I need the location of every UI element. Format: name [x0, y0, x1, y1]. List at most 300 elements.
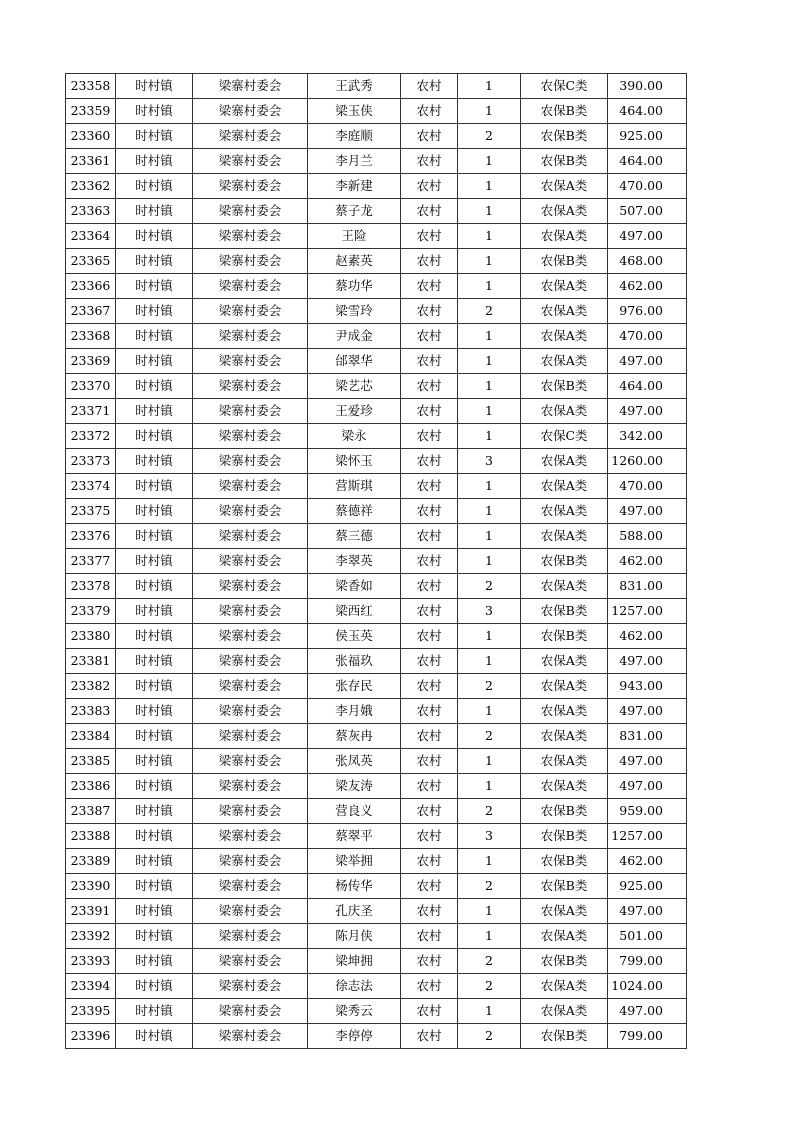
cell-amount: 390.00 — [608, 74, 687, 99]
table-row — [66, 224, 687, 249]
cell-village: 梁寨村委会 — [193, 574, 308, 599]
table-row — [66, 749, 687, 774]
cell-town: 时村镇 — [116, 699, 193, 724]
cell-id: 23359 — [66, 99, 116, 124]
cell-count: 2 — [458, 949, 521, 974]
cell-village: 梁寨村委会 — [193, 499, 308, 524]
table-row — [66, 774, 687, 799]
cell-town: 时村镇 — [116, 74, 193, 99]
cell-town: 时村镇 — [116, 849, 193, 874]
cell-area-type: 农村 — [401, 249, 458, 274]
cell-town: 时村镇 — [116, 824, 193, 849]
cell-name: 梁西红 — [308, 599, 401, 624]
cell-name: 王爱珍 — [308, 399, 401, 424]
cell-amount: 464.00 — [608, 149, 687, 174]
cell-amount: 943.00 — [608, 674, 687, 699]
cell-count: 1 — [458, 899, 521, 924]
cell-id: 23393 — [66, 949, 116, 974]
cell-area-type: 农村 — [401, 924, 458, 949]
cell-village: 梁寨村委会 — [193, 724, 308, 749]
cell-amount: 497.00 — [608, 899, 687, 924]
cell-area-type: 农村 — [401, 199, 458, 224]
cell-category: 农保A类 — [521, 399, 608, 424]
cell-village: 梁寨村委会 — [193, 424, 308, 449]
cell-count: 1 — [458, 99, 521, 124]
table-row — [66, 449, 687, 474]
cell-category: 农保A类 — [521, 274, 608, 299]
cell-id: 23394 — [66, 974, 116, 999]
cell-town: 时村镇 — [116, 424, 193, 449]
cell-town: 时村镇 — [116, 299, 193, 324]
cell-id: 23374 — [66, 474, 116, 499]
cell-count: 1 — [458, 499, 521, 524]
cell-id: 23358 — [66, 74, 116, 99]
cell-amount: 497.00 — [608, 649, 687, 674]
cell-area-type: 农村 — [401, 149, 458, 174]
cell-name: 邰翠华 — [308, 349, 401, 374]
cell-count: 1 — [458, 774, 521, 799]
cell-category: 农保A类 — [521, 999, 608, 1024]
cell-count: 1 — [458, 749, 521, 774]
cell-village: 梁寨村委会 — [193, 399, 308, 424]
cell-area-type: 农村 — [401, 524, 458, 549]
cell-count: 3 — [458, 599, 521, 624]
cell-name: 李月兰 — [308, 149, 401, 174]
table-row — [66, 549, 687, 574]
cell-category: 农保B类 — [521, 124, 608, 149]
cell-name: 梁怀玉 — [308, 449, 401, 474]
cell-name: 蔡德祥 — [308, 499, 401, 524]
cell-count: 3 — [458, 449, 521, 474]
cell-count: 1 — [458, 424, 521, 449]
table-row — [66, 824, 687, 849]
cell-amount: 976.00 — [608, 299, 687, 324]
cell-name: 李翠英 — [308, 549, 401, 574]
cell-village: 梁寨村委会 — [193, 549, 308, 574]
cell-town: 时村镇 — [116, 749, 193, 774]
cell-area-type: 农村 — [401, 749, 458, 774]
cell-village: 梁寨村委会 — [193, 599, 308, 624]
cell-name: 梁友涛 — [308, 774, 401, 799]
cell-name: 蔡灰冉 — [308, 724, 401, 749]
cell-amount: 497.00 — [608, 699, 687, 724]
cell-town: 时村镇 — [116, 249, 193, 274]
cell-name: 李新建 — [308, 174, 401, 199]
cell-count: 1 — [458, 224, 521, 249]
cell-category: 农保A类 — [521, 899, 608, 924]
cell-count: 1 — [458, 199, 521, 224]
cell-town: 时村镇 — [116, 924, 193, 949]
cell-id: 23366 — [66, 274, 116, 299]
cell-name: 营良义 — [308, 799, 401, 824]
cell-id: 23387 — [66, 799, 116, 824]
cell-id: 23384 — [66, 724, 116, 749]
cell-amount: 1260.00 — [608, 449, 687, 474]
cell-town: 时村镇 — [116, 399, 193, 424]
cell-area-type: 农村 — [401, 799, 458, 824]
cell-town: 时村镇 — [116, 474, 193, 499]
cell-category: 农保A类 — [521, 474, 608, 499]
cell-amount: 470.00 — [608, 474, 687, 499]
table-row — [66, 324, 687, 349]
cell-amount: 831.00 — [608, 574, 687, 599]
table-row — [66, 974, 687, 999]
cell-name: 蔡子龙 — [308, 199, 401, 224]
cell-category: 农保A类 — [521, 724, 608, 749]
cell-area-type: 农村 — [401, 674, 458, 699]
cell-amount: 831.00 — [608, 724, 687, 749]
cell-amount: 497.00 — [608, 224, 687, 249]
cell-amount: 1257.00 — [608, 599, 687, 624]
cell-town: 时村镇 — [116, 999, 193, 1024]
cell-name: 营斯琪 — [308, 474, 401, 499]
cell-amount: 462.00 — [608, 274, 687, 299]
cell-category: 农保A类 — [521, 199, 608, 224]
cell-amount: 497.00 — [608, 749, 687, 774]
cell-town: 时村镇 — [116, 899, 193, 924]
cell-id: 23367 — [66, 299, 116, 324]
cell-area-type: 农村 — [401, 624, 458, 649]
cell-category: 农保A类 — [521, 499, 608, 524]
cell-category: 农保B类 — [521, 149, 608, 174]
cell-village: 梁寨村委会 — [193, 124, 308, 149]
cell-amount: 497.00 — [608, 349, 687, 374]
cell-area-type: 农村 — [401, 74, 458, 99]
table-row — [66, 699, 687, 724]
cell-area-type: 农村 — [401, 99, 458, 124]
cell-name: 蔡三德 — [308, 524, 401, 549]
cell-village: 梁寨村委会 — [193, 74, 308, 99]
cell-town: 时村镇 — [116, 124, 193, 149]
cell-count: 1 — [458, 74, 521, 99]
cell-category: 农保B类 — [521, 874, 608, 899]
cell-village: 梁寨村委会 — [193, 899, 308, 924]
cell-id: 23390 — [66, 874, 116, 899]
cell-area-type: 农村 — [401, 474, 458, 499]
cell-id: 23383 — [66, 699, 116, 724]
cell-category: 农保A类 — [521, 674, 608, 699]
cell-village: 梁寨村委会 — [193, 799, 308, 824]
cell-amount: 501.00 — [608, 924, 687, 949]
cell-count: 1 — [458, 324, 521, 349]
cell-id: 23378 — [66, 574, 116, 599]
cell-id: 23365 — [66, 249, 116, 274]
table-row — [66, 99, 687, 124]
cell-count: 2 — [458, 299, 521, 324]
cell-count: 2 — [458, 1024, 521, 1049]
cell-town: 时村镇 — [116, 874, 193, 899]
cell-town: 时村镇 — [116, 374, 193, 399]
cell-area-type: 农村 — [401, 874, 458, 899]
cell-count: 1 — [458, 274, 521, 299]
cell-town: 时村镇 — [116, 199, 193, 224]
cell-town: 时村镇 — [116, 649, 193, 674]
table-row — [66, 274, 687, 299]
cell-category: 农保A类 — [521, 299, 608, 324]
cell-count: 1 — [458, 174, 521, 199]
cell-area-type: 农村 — [401, 699, 458, 724]
cell-village: 梁寨村委会 — [193, 274, 308, 299]
cell-amount: 497.00 — [608, 774, 687, 799]
cell-name: 梁雪玲 — [308, 299, 401, 324]
cell-town: 时村镇 — [116, 949, 193, 974]
cell-area-type: 农村 — [401, 824, 458, 849]
cell-id: 23368 — [66, 324, 116, 349]
cell-village: 梁寨村委会 — [193, 174, 308, 199]
cell-town: 时村镇 — [116, 149, 193, 174]
cell-village: 梁寨村委会 — [193, 249, 308, 274]
cell-area-type: 农村 — [401, 974, 458, 999]
cell-town: 时村镇 — [116, 724, 193, 749]
cell-town: 时村镇 — [116, 974, 193, 999]
cell-category: 农保B类 — [521, 799, 608, 824]
cell-area-type: 农村 — [401, 324, 458, 349]
cell-town: 时村镇 — [116, 499, 193, 524]
cell-count: 2 — [458, 974, 521, 999]
cell-village: 梁寨村委会 — [193, 524, 308, 549]
cell-id: 23392 — [66, 924, 116, 949]
cell-village: 梁寨村委会 — [193, 849, 308, 874]
cell-count: 1 — [458, 549, 521, 574]
cell-village: 梁寨村委会 — [193, 949, 308, 974]
cell-count: 1 — [458, 849, 521, 874]
cell-id: 23391 — [66, 899, 116, 924]
cell-town: 时村镇 — [116, 549, 193, 574]
cell-count: 1 — [458, 374, 521, 399]
table-row — [66, 649, 687, 674]
cell-count: 1 — [458, 924, 521, 949]
cell-village: 梁寨村委会 — [193, 749, 308, 774]
cell-name: 徐志法 — [308, 974, 401, 999]
cell-village: 梁寨村委会 — [193, 224, 308, 249]
cell-village: 梁寨村委会 — [193, 624, 308, 649]
cell-area-type: 农村 — [401, 999, 458, 1024]
cell-category: 农保A类 — [521, 974, 608, 999]
cell-village: 梁寨村委会 — [193, 449, 308, 474]
cell-name: 张凤英 — [308, 749, 401, 774]
cell-village: 梁寨村委会 — [193, 99, 308, 124]
cell-id: 23396 — [66, 1024, 116, 1049]
cell-count: 1 — [458, 524, 521, 549]
table-row — [66, 524, 687, 549]
cell-name: 梁香如 — [308, 574, 401, 599]
cell-village: 梁寨村委会 — [193, 999, 308, 1024]
cell-name: 尹成金 — [308, 324, 401, 349]
cell-name: 侯玉英 — [308, 624, 401, 649]
cell-amount: 959.00 — [608, 799, 687, 824]
cell-amount: 462.00 — [608, 549, 687, 574]
table-row — [66, 499, 687, 524]
cell-name: 陈月侠 — [308, 924, 401, 949]
table-row — [66, 624, 687, 649]
cell-name: 梁永 — [308, 424, 401, 449]
table-row — [66, 199, 687, 224]
cell-town: 时村镇 — [116, 774, 193, 799]
cell-name: 李月娥 — [308, 699, 401, 724]
cell-amount: 588.00 — [608, 524, 687, 549]
cell-village: 梁寨村委会 — [193, 374, 308, 399]
cell-area-type: 农村 — [401, 949, 458, 974]
cell-town: 时村镇 — [116, 599, 193, 624]
cell-count: 1 — [458, 399, 521, 424]
cell-category: 农保B类 — [521, 99, 608, 124]
cell-count: 1 — [458, 349, 521, 374]
cell-category: 农保A类 — [521, 174, 608, 199]
cell-count: 2 — [458, 124, 521, 149]
cell-id: 23363 — [66, 199, 116, 224]
table-row — [66, 799, 687, 824]
table-row — [66, 424, 687, 449]
cell-id: 23361 — [66, 149, 116, 174]
cell-area-type: 农村 — [401, 174, 458, 199]
cell-count: 2 — [458, 574, 521, 599]
table-row — [66, 399, 687, 424]
cell-village: 梁寨村委会 — [193, 299, 308, 324]
cell-name: 梁玉侠 — [308, 99, 401, 124]
cell-village: 梁寨村委会 — [193, 974, 308, 999]
cell-town: 时村镇 — [116, 624, 193, 649]
cell-id: 23380 — [66, 624, 116, 649]
cell-category: 农保B类 — [521, 599, 608, 624]
table-row — [66, 999, 687, 1024]
cell-area-type: 农村 — [401, 599, 458, 624]
table-row — [66, 74, 687, 99]
cell-amount: 470.00 — [608, 174, 687, 199]
cell-id: 23375 — [66, 499, 116, 524]
cell-village: 梁寨村委会 — [193, 874, 308, 899]
cell-category: 农保B类 — [521, 249, 608, 274]
cell-town: 时村镇 — [116, 449, 193, 474]
cell-town: 时村镇 — [116, 99, 193, 124]
cell-id: 23377 — [66, 549, 116, 574]
cell-category: 农保C类 — [521, 74, 608, 99]
cell-amount: 342.00 — [608, 424, 687, 449]
table-row — [66, 724, 687, 749]
cell-category: 农保A类 — [521, 349, 608, 374]
cell-village: 梁寨村委会 — [193, 324, 308, 349]
cell-category: 农保B类 — [521, 549, 608, 574]
cell-name: 赵素英 — [308, 249, 401, 274]
cell-id: 23386 — [66, 774, 116, 799]
cell-area-type: 农村 — [401, 724, 458, 749]
cell-id: 23362 — [66, 174, 116, 199]
cell-amount: 1024.00 — [608, 974, 687, 999]
cell-area-type: 农村 — [401, 649, 458, 674]
cell-town: 时村镇 — [116, 174, 193, 199]
cell-id: 23376 — [66, 524, 116, 549]
cell-name: 梁坤拥 — [308, 949, 401, 974]
cell-town: 时村镇 — [116, 674, 193, 699]
cell-amount: 925.00 — [608, 874, 687, 899]
cell-village: 梁寨村委会 — [193, 199, 308, 224]
cell-category: 农保A类 — [521, 574, 608, 599]
cell-id: 23389 — [66, 849, 116, 874]
cell-amount: 799.00 — [608, 949, 687, 974]
table-row — [66, 949, 687, 974]
table-row — [66, 924, 687, 949]
cell-town: 时村镇 — [116, 524, 193, 549]
cell-id: 23382 — [66, 674, 116, 699]
cell-name: 张存民 — [308, 674, 401, 699]
cell-count: 3 — [458, 824, 521, 849]
cell-amount: 462.00 — [608, 624, 687, 649]
cell-amount: 464.00 — [608, 99, 687, 124]
cell-category: 农保A类 — [521, 224, 608, 249]
table-row — [66, 1024, 687, 1049]
cell-category: 农保B类 — [521, 949, 608, 974]
cell-id: 23381 — [66, 649, 116, 674]
cell-area-type: 农村 — [401, 849, 458, 874]
pension-records-table — [65, 73, 687, 1049]
cell-village: 梁寨村委会 — [193, 774, 308, 799]
cell-amount: 497.00 — [608, 399, 687, 424]
table-row — [66, 349, 687, 374]
cell-area-type: 农村 — [401, 1024, 458, 1049]
cell-village: 梁寨村委会 — [193, 824, 308, 849]
cell-count: 1 — [458, 149, 521, 174]
table-row — [66, 874, 687, 899]
cell-name: 蔡翠平 — [308, 824, 401, 849]
cell-name: 张福玖 — [308, 649, 401, 674]
cell-count: 2 — [458, 674, 521, 699]
cell-village: 梁寨村委会 — [193, 149, 308, 174]
cell-village: 梁寨村委会 — [193, 649, 308, 674]
cell-amount: 925.00 — [608, 124, 687, 149]
cell-category: 农保A类 — [521, 324, 608, 349]
cell-town: 时村镇 — [116, 324, 193, 349]
table-row — [66, 599, 687, 624]
cell-area-type: 农村 — [401, 449, 458, 474]
cell-category: 农保A类 — [521, 449, 608, 474]
cell-name: 杨传华 — [308, 874, 401, 899]
cell-id: 23369 — [66, 349, 116, 374]
cell-id: 23372 — [66, 424, 116, 449]
cell-area-type: 农村 — [401, 424, 458, 449]
cell-id: 23371 — [66, 399, 116, 424]
cell-area-type: 农村 — [401, 299, 458, 324]
cell-count: 1 — [458, 999, 521, 1024]
cell-area-type: 农村 — [401, 349, 458, 374]
cell-id: 23388 — [66, 824, 116, 849]
table-row — [66, 149, 687, 174]
cell-category: 农保A类 — [521, 774, 608, 799]
cell-area-type: 农村 — [401, 899, 458, 924]
cell-category: 农保A类 — [521, 524, 608, 549]
cell-amount: 507.00 — [608, 199, 687, 224]
cell-name: 王险 — [308, 224, 401, 249]
table-body — [66, 74, 687, 1049]
cell-area-type: 农村 — [401, 549, 458, 574]
cell-category: 农保C类 — [521, 424, 608, 449]
cell-category: 农保A类 — [521, 649, 608, 674]
cell-area-type: 农村 — [401, 224, 458, 249]
cell-count: 1 — [458, 699, 521, 724]
cell-area-type: 农村 — [401, 274, 458, 299]
cell-village: 梁寨村委会 — [193, 924, 308, 949]
cell-amount: 462.00 — [608, 849, 687, 874]
cell-town: 时村镇 — [116, 799, 193, 824]
cell-area-type: 农村 — [401, 499, 458, 524]
cell-village: 梁寨村委会 — [193, 699, 308, 724]
cell-id: 23370 — [66, 374, 116, 399]
cell-area-type: 农村 — [401, 399, 458, 424]
cell-id: 23364 — [66, 224, 116, 249]
cell-category: 农保A类 — [521, 924, 608, 949]
cell-category: 农保B类 — [521, 374, 608, 399]
cell-category: 农保A类 — [521, 699, 608, 724]
cell-name: 蔡功华 — [308, 274, 401, 299]
cell-amount: 497.00 — [608, 999, 687, 1024]
